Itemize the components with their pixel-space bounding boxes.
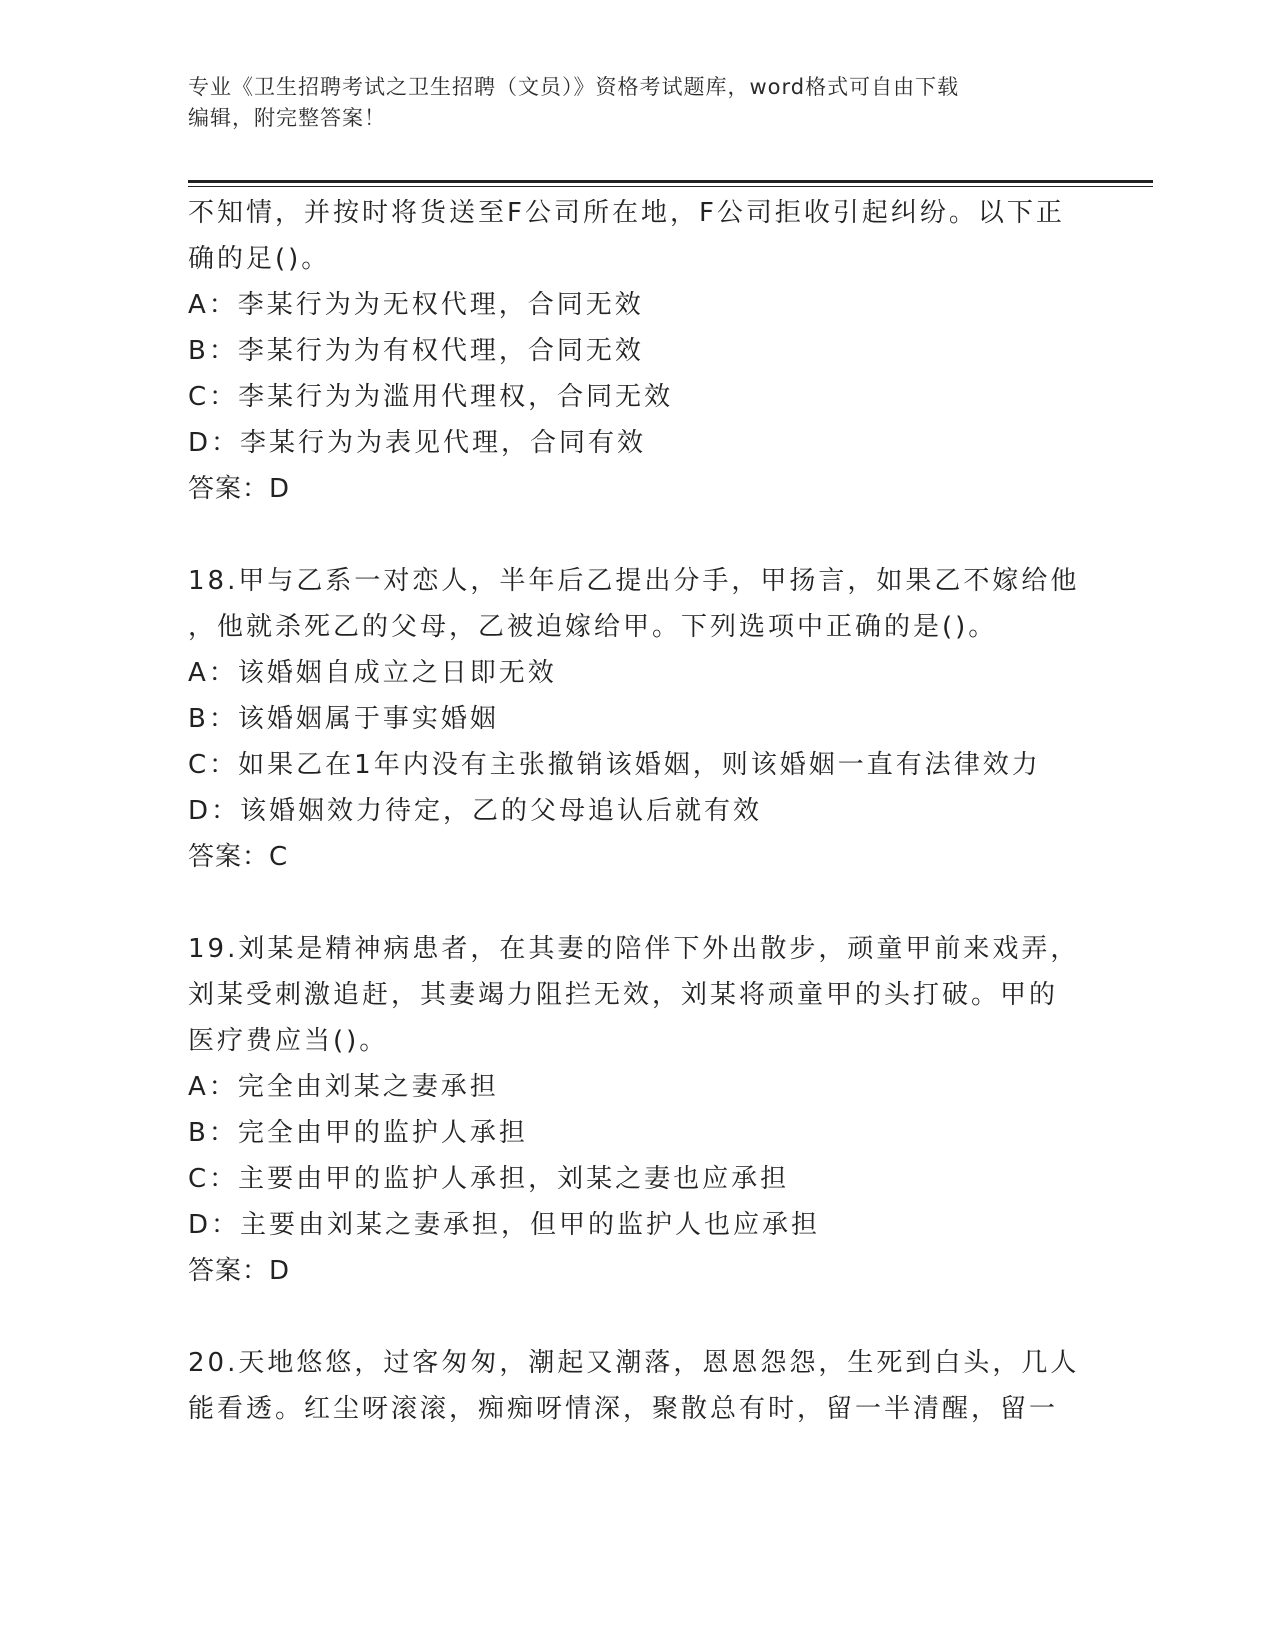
question-text-line: 医疗费应当()。 [188,1026,389,1056]
question-text-line: 刘某受刺激追赶，其妻竭力阻拦无效，刘某将顽童甲的头打破。甲的 [188,980,1059,1010]
option-d: D：李某行为为表见代理，合同有效 [188,428,647,458]
option-b: B：该婚姻属于事实婚姻 [188,704,499,734]
option-a: A：李某行为为无权代理，合同无效 [188,290,644,320]
question-19 [188,926,1138,1294]
header-divider-thin [188,186,1153,187]
question-text-line: 20.天地悠悠，过客匆匆，潮起又潮落，恩恩怨怨，生死到白头，几人 [188,1348,1080,1378]
question-text-line: ，他就杀死乙的父母，乙被迫嫁给甲。下列选项中正确的是()。 [188,612,998,642]
answer: 答案：D [188,1256,291,1286]
question-text-line: 18.甲与乙系一对恋人，半年后乙提出分手，甲扬言，如果乙不嫁给他 [188,566,1080,596]
option-d: D：主要由刘某之妻承担，但甲的监护人也应承担 [188,1210,821,1240]
question-text-line: 不知情，并按时将货送至F公司所在地，F公司拒收引起纠纷。以下正 [188,198,1065,228]
option-a: A：该婚姻自成立之日即无效 [188,658,557,688]
question-list [188,190,1138,1432]
option-b: B：完全由甲的监护人承担 [188,1118,528,1148]
option-a: A：完全由刘某之妻承担 [188,1072,499,1102]
header-line-1: 专业《卫生招聘考试之卫生招聘（文员）》资格考试题库，word格式可自由下载 [188,75,960,99]
option-c: C：主要由甲的监护人承担，刘某之妻也应承担 [188,1164,790,1194]
question-text-line: 19.刘某是精神病患者，在其妻的陪伴下外出散步，顽童甲前来戏弄， [188,934,1080,964]
spacer [188,880,1138,926]
option-d: D：该婚姻效力待定，乙的父母追认后就有效 [188,796,763,826]
header-divider-thick [188,180,1153,183]
document-header [188,72,1088,134]
option-b: B：李某行为为有权代理，合同无效 [188,336,644,366]
question-20 [188,1340,1138,1432]
answer: 答案：D [188,474,291,504]
question-text-line: 能看透。红尘呀滚滚，痴痴呀情深，聚散总有时，留一半清醒，留一 [188,1394,1059,1424]
header-line-2: 编辑，附完整答案！ [188,106,386,130]
question-text-line: 确的足()。 [188,244,331,274]
question-18 [188,558,1138,880]
question-17 [188,190,1138,512]
option-c: C：李某行为为滥用代理权，合同无效 [188,382,674,412]
spacer [188,1294,1138,1340]
spacer [188,512,1138,558]
option-c: C：如果乙在1年内没有主张撤销该婚姻，则该婚姻一直有法律效力 [188,750,1041,780]
answer: 答案：C [188,842,289,872]
